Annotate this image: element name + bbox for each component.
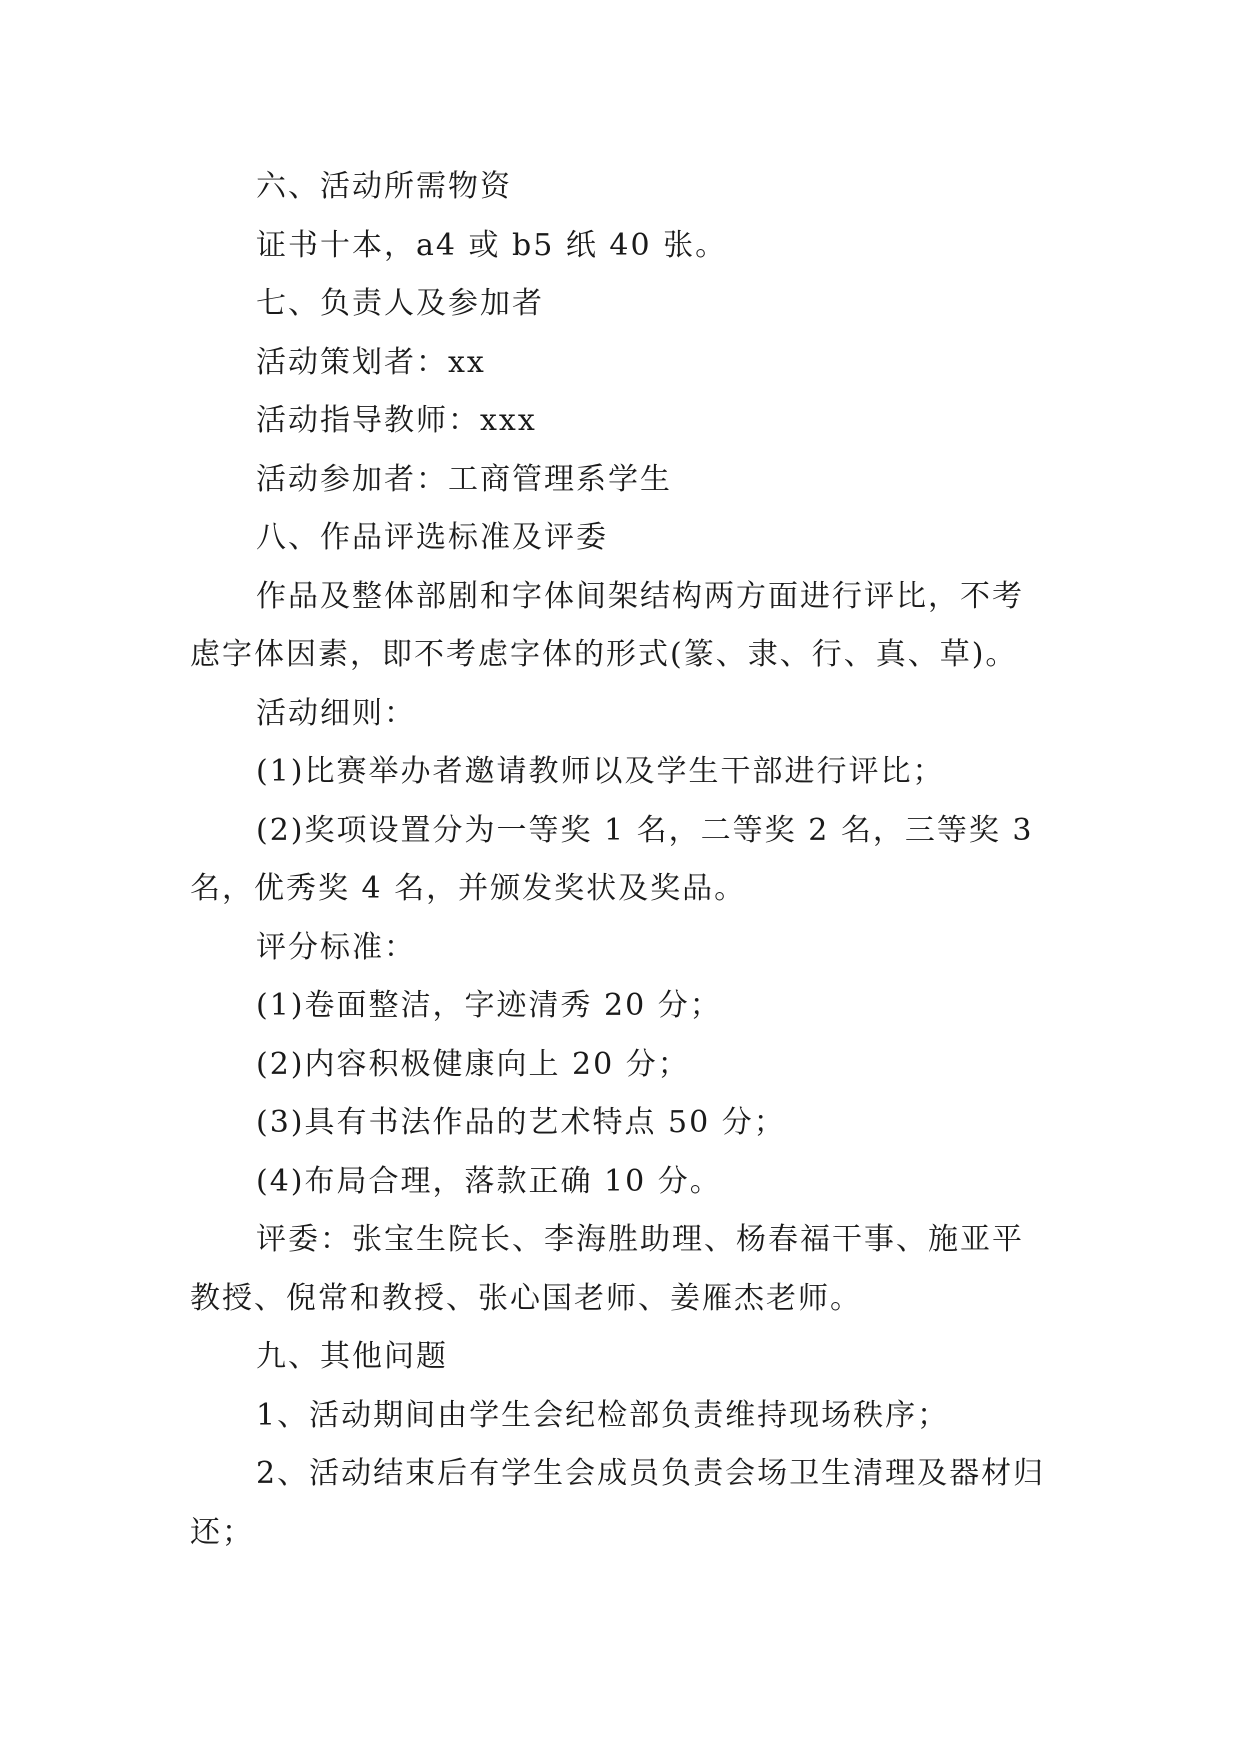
section-heading-persons: 七、负责人及参加者	[256, 286, 544, 321]
paragraph-rules-heading: 活动细则：	[256, 695, 416, 731]
paragraph-participants: 活动参加者：工商管理系学生	[256, 461, 672, 497]
paragraph-score-1: (1)卷面整洁，字迹清秀 20 分；	[256, 988, 722, 1023]
section-heading-materials: 六、活动所需物资	[256, 169, 512, 204]
paragraph-rule-1: (1)比赛举办者邀请教师以及学生干部进行评比；	[256, 754, 945, 789]
document-body	[190, 158, 1050, 1562]
paragraph-score-3: (3)具有书法作品的艺术特点 50 分；	[256, 1105, 786, 1140]
paragraph-scoring-heading: 评分标准：	[256, 929, 416, 965]
section-heading-other: 九、其他问题	[256, 1339, 448, 1374]
paragraph-score-2: (2)内容积极健康向上 20 分；	[256, 1046, 690, 1082]
paragraph-planner: 活动策划者：xx	[256, 344, 486, 380]
paragraph-score-4: (4)布局合理，落款正确 10 分。	[256, 1163, 722, 1199]
paragraph-instructor: 活动指导教师：xxx	[256, 403, 537, 438]
paragraph-judges: 评委：张宝生院长、李海胜助理、杨春福干事、施亚平教授、倪常和教授、张心国老师、姜雁杰老师。	[190, 1222, 1024, 1316]
paragraph-materials: 证书十本，a4 或 b5 纸 40 张。	[256, 227, 728, 263]
section-heading-criteria: 八、作品评选标准及评委	[256, 520, 608, 555]
paragraph-rule-2: (2)奖项设置分为一等奖 1 名，二等奖 2 名，三等奖 3 名，优秀奖 4 名，并颁发奖状及奖品。	[190, 812, 1034, 906]
paragraph-other-1: 1、活动期间由学生会纪检部负责维持现场秩序；	[256, 1397, 950, 1433]
paragraph-other-2: 2、活动结束后有学生会成员负责会场卫生清理及器材归还；	[190, 1456, 1046, 1550]
paragraph-criteria-desc: 作品及整体部剧和字体间架结构两方面进行评比，不考虑字体因素，即不考虑字体的形式(篆、隶、行、真、草)。	[190, 578, 1024, 672]
